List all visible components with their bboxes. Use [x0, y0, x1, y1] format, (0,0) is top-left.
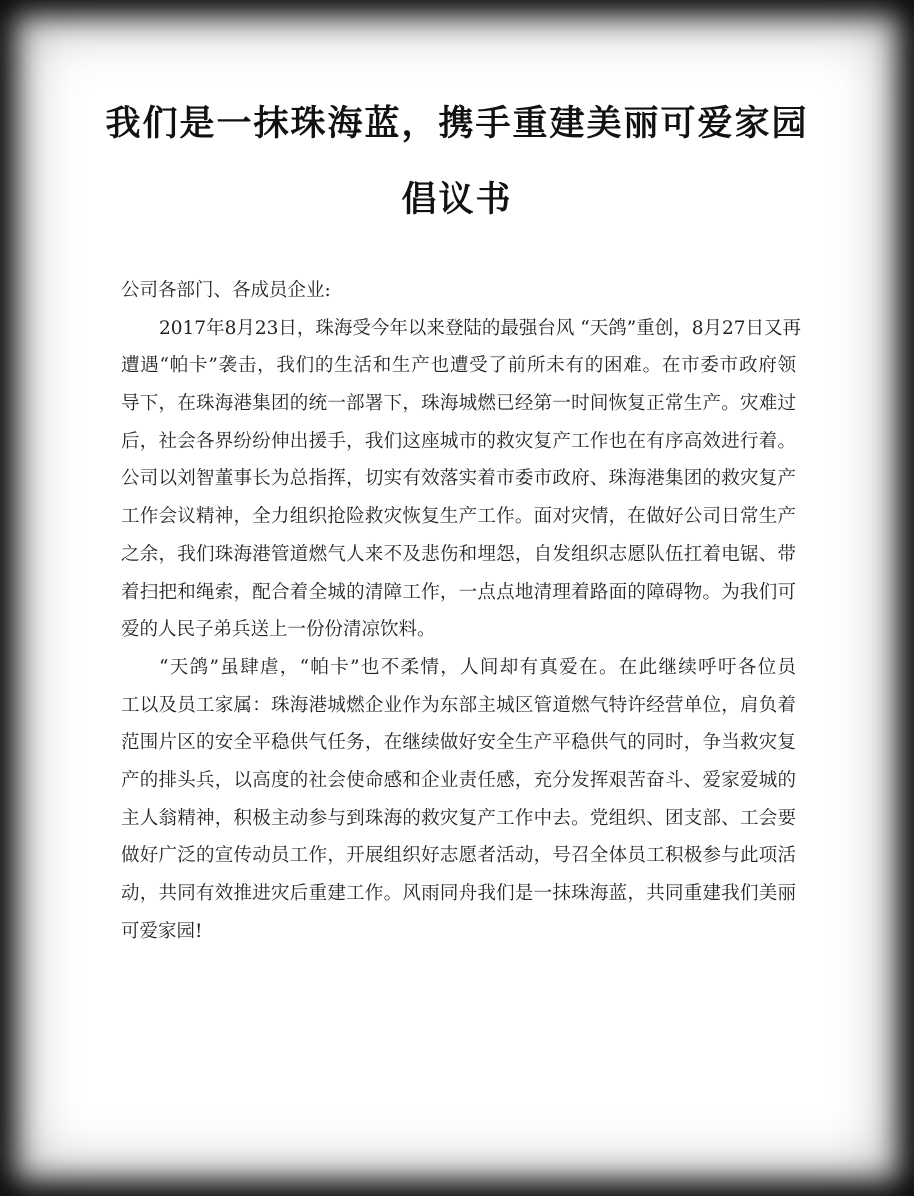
paragraph-line: 着扫把和绳索，配合着全城的清障工作，一点点地清理着路面的障碍物。为我们可 — [121, 581, 796, 603]
paragraph-line: 可爱家园! — [121, 920, 203, 942]
paragraph-line: 之余，我们珠海港管道燃气人来不及悲伤和埋怨，自发组织志愿队伍扛着电锯、带 — [121, 543, 796, 565]
paragraph-line: 范围片区的安全平稳供气任务，在继续做好安全生产平稳供气的同时，争当救灾复 — [121, 732, 796, 754]
document-subtitle: 倡议书 — [401, 179, 513, 220]
paragraph-line: “天鸽”虽肆虐，“帕卡”也不柔情，人间却有真爱在。在此继续呼吁各位员 — [159, 656, 796, 678]
document-title: 我们是一抹珠海蓝，携手重建美丽可爱家园 — [105, 103, 809, 144]
paragraph-line: 公司以刘智董事长为总指挥，切实有效落实着市委市政府、珠海港集团的救灾复产 — [121, 468, 796, 490]
paragraph-line: 动，共同有效推进灾后重建工作。风雨同舟我们是一抹珠海蓝，共同重建我们美丽 — [121, 883, 796, 904]
paragraph-line: 工以及员工家属：珠海港城燃企业作为东部主城区管道燃气特许经营单位，肩负着 — [121, 694, 796, 716]
paragraph-line: 做好广泛的宣传动员工作，开展组织好志愿者活动，号召全体员工积极参与此项活 — [121, 845, 796, 867]
salutation: 公司各部门、各成员企业: — [121, 280, 331, 301]
paragraph-line: 后，社会各界纷纷伸出援手，我们这座城市的救灾复产工作也在有序高效进行着。 — [121, 430, 796, 452]
paragraph-line: 遭遇“帕卡”袭击，我们的生活和生产也遭受了前所未有的困难。在市委市政府领 — [121, 355, 796, 377]
paragraph-line: 导下，在珠海港集团的统一部署下，珠海城燃已经第一时间恢复正常生产。灾难过 — [121, 393, 796, 415]
paragraph-line: 2017年8月23日，珠海受今年以来登陆的最强台风 “天鸽”重创，8月27日又再 — [159, 317, 802, 339]
paragraph-line: 产的排头兵，以高度的社会使命感和企业责任感，充分发挥艰苦奋斗、爱家爱城的 — [121, 769, 796, 791]
paragraph-line: 爱的人民子弟兵送上一份份清凉饮料。 — [121, 619, 436, 641]
document-body — [121, 272, 802, 950]
paragraph-line: 主人翁精神，积极主动参与到珠海的救灾复产工作中去。党组织、团支部、工会要 — [121, 807, 796, 829]
paragraph-line: 工作会议精神，全力组织抢险救灾恢复生产工作。面对灾情，在做好公司日常生产 — [121, 506, 796, 528]
